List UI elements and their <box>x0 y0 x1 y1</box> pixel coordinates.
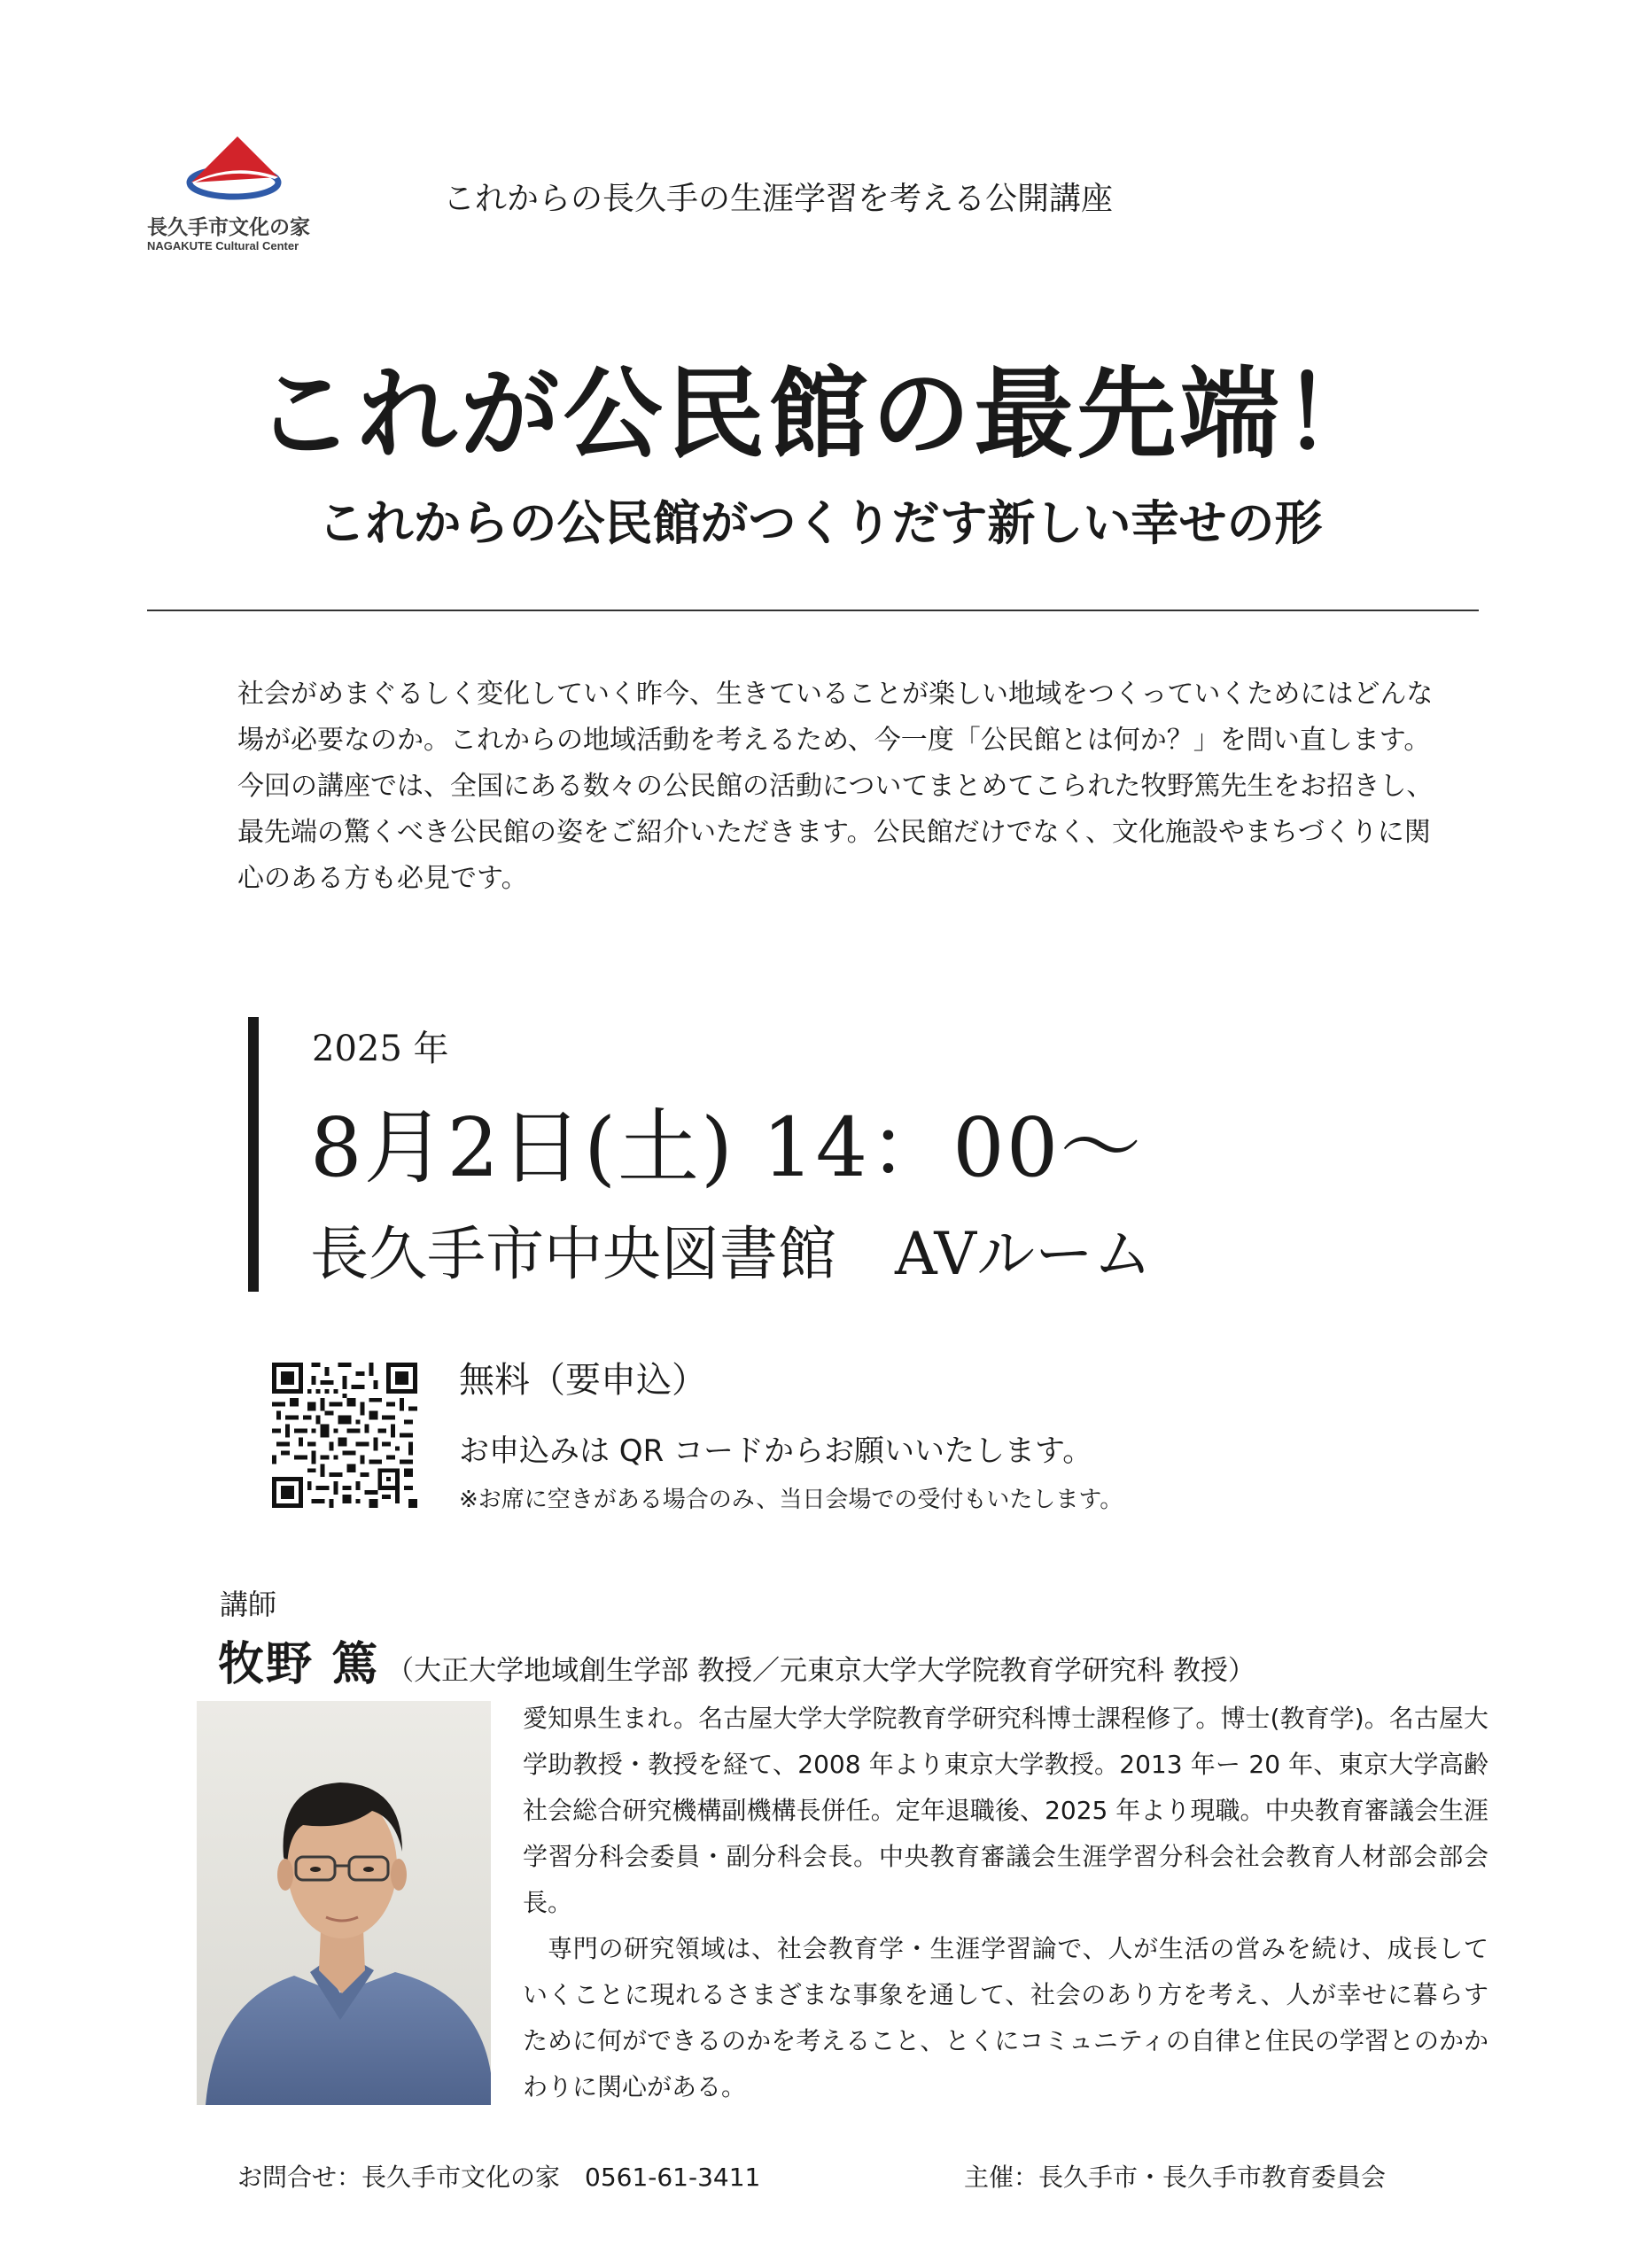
lecturer-photo <box>197 1701 491 2105</box>
intro-text <box>237 672 1434 902</box>
lecturer-label: 講師 <box>220 1588 277 1621</box>
event-accent-bar <box>248 1017 259 1292</box>
lecturer-bio <box>523 1696 1488 2110</box>
contact-info: お問合せ：長久手市文化の家 0561-61-3411 <box>237 2163 761 2192</box>
qr-code-icon <box>272 1363 417 1508</box>
lecturer-affiliation: （大正大学地域創生学部 教授／元東京大学大学院教育学研究科 教授） <box>386 1655 1255 1687</box>
bio-paragraph: 専門の研究領域は、社会教育学・生涯学習論で、人が生活の営みを続け、成長していくことに現れるさまざまな事象を通して、社会のあり方を考え、人が幸せに暮らすために何ができるのかを考えること、とくにコミュニティの自律と住民の学習とのかかわりに関心がある。 <box>523 1934 1488 2101</box>
walk-in-note: ※お席に空きがある場合のみ、当日会場での受付もいたします。 <box>459 1487 1123 1513</box>
intro-paragraph: 今回の講座では、全国にある数々の公民館の活動についてまとめてこられた牧野篤先生をお招きし、最先端の驚くべき公民館の姿をご紹介いただきます。公民館だけでなく、文化施設やまちづくりに関心のある方も必見です。 <box>237 771 1434 894</box>
bio-paragraph: 愛知県生まれ。名古屋大学大学院教育学研究科博士課程修了。博士(教育学)。名古屋大学助教授・教授を経て、2008 年より東京大学教授。2013 年ー 20 年、東京大学高齢社会総合研究機構副機構長併任。定年退職後、2025 年より現職。中央教育審議会生涯学習分科会委員・副分科会長。中央教育審議会生涯学習分科会社会教育人材部会部会長。 <box>523 1704 1488 1917</box>
organizer-info: 主催：長久手市・長久手市教育委員会 <box>964 2163 1387 2192</box>
apply-instructions: お申込みは QR コードからお願いいたします。 <box>459 1433 1093 1469</box>
logo-mark-icon <box>186 131 284 202</box>
divider <box>147 610 1479 611</box>
event-date: 8月2日(土) 14：00～ <box>310 1100 1144 1195</box>
event-venue: 長久手市中央図書館 AVルーム <box>310 1220 1153 1288</box>
series-title: これからの長久手の生涯学習を考える公開講座 <box>443 181 1114 217</box>
fee-text: 無料（要申込） <box>459 1360 707 1401</box>
lecturer-portrait-image <box>197 1701 491 2105</box>
lecturer-name: 牧野 篤 <box>218 1638 380 1691</box>
main-title: これが公民館の最先端！ <box>254 356 1386 472</box>
logo-name: 長久手市文化の家 <box>147 216 310 239</box>
qr-code[interactable] <box>272 1363 417 1508</box>
event-year: 2025 年 <box>312 1029 449 1069</box>
logo-english-name: NAGAKUTE Cultural Center <box>147 239 299 252</box>
logo <box>147 131 324 255</box>
subtitle: これからの公民館がつくりだす新しい幸せの形 <box>317 494 1323 551</box>
lecturer-heading <box>218 1627 1255 1693</box>
intro-paragraph: 社会がめまぐるしく変化していく昨今、生きていることが楽しい地域をつくっていくためにはどんな場が必要なのか。これからの地域活動を考えるため、今一度「公民館とは何か？」を問い直します。 <box>237 679 1434 756</box>
